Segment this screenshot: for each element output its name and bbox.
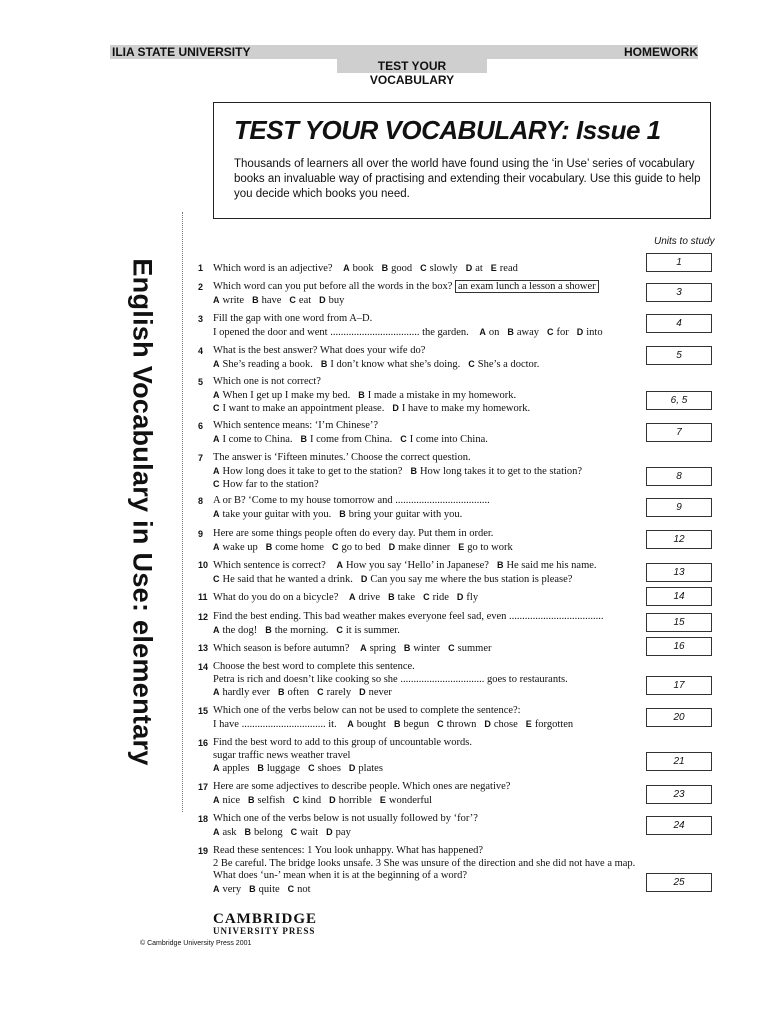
question-number: 10 [198,560,209,570]
question-text: What is the best answer? What does your wife do? [213,345,426,356]
question-text: 2 Be careful. The bridge looks unsafe. 3 She was unsure of the direction and she did not have a map. [213,857,636,869]
option-text: make dinner [398,541,451,553]
question-text: Petra is rich and doesn’t like cooking so she ................................ goes to restaurants. [213,673,568,685]
unit-box: 25 [646,873,712,892]
option-letter: C [336,624,343,635]
option-text: bring your guitar with you. [348,508,463,520]
option-letter: B [358,389,365,400]
option-letter: B [300,433,307,444]
question-number: 13 [198,643,209,653]
question-line [213,326,603,340]
question-text: Here are some things people often do every day. Put them in order. [213,528,494,539]
option-text: summer [457,643,492,654]
option-letter: B [388,592,395,602]
question-text: Fill the gap with one word from A–D. [213,313,373,324]
header-bar [110,45,698,59]
option-letter: B [339,508,346,519]
unit-box: 24 [646,816,712,835]
option-letter: C [317,687,324,697]
question-line [213,750,472,763]
option-text: good [391,263,413,274]
question-text: I opened the door and went .................................. the garden. [213,326,469,338]
option-letter: E [379,794,386,805]
question-text: Here are some adjectives to describe people. Which ones are negative? [213,781,511,792]
question-line [213,528,513,541]
units-heading: Units to study [654,236,715,247]
option-letter: A [213,358,220,369]
option-letter: C [289,294,296,305]
question-number: 19 [198,846,209,856]
unit-box: 15 [646,613,712,632]
option-text: She’s reading a book. [222,358,313,370]
unit-box: 17 [646,676,712,695]
option-text: pay [335,826,351,838]
unit-box: 3 [646,283,712,302]
question-line [213,870,635,883]
option-letter: D [484,718,491,729]
option-letter: C [400,433,407,444]
option-letter: A [213,433,220,444]
option-letter: D [348,763,356,773]
question-line [213,813,478,826]
option-text: at [475,263,483,274]
intro-title: TEST YOUR VOCABULARY: Issue 1 [234,115,661,145]
option-text: ask [222,826,237,838]
option-letter: B [278,687,285,697]
option-text: He said that he wanted a drink. [222,573,353,585]
publisher-logo [213,911,317,936]
question-text: Which one of the verbs below is not usually followed by ‘for’? [213,813,478,824]
option-text: the dog! [222,624,258,636]
option-letter: D [576,326,584,337]
option-text: How long takes it to get to the station? [419,465,583,477]
question-line [213,718,573,732]
option-text: wake up [222,541,258,553]
question-text: sugar traffic news weather travel [213,749,351,761]
option-text: quite [258,883,280,895]
unit-box: 8 [646,467,712,486]
option-letter: B [381,263,389,273]
question-line [213,294,599,308]
option-text: take your guitar with you. [222,508,332,520]
option-letter: B [252,294,259,305]
question-text: Which word is an adjective? [213,263,333,274]
question-line [213,686,568,700]
question-item [198,420,488,446]
option-text: How far to the station? [222,479,319,490]
question-text: Which one is not correct? [213,376,321,387]
option-letter: A [336,560,343,570]
question-number: 9 [198,529,204,539]
option-letter: E [458,541,465,552]
unit-box: 6, 5 [646,391,712,410]
question-number: 12 [198,612,209,622]
question-line [213,478,582,492]
option-letter: D [392,403,399,413]
question-text: The answer is ‘Fifteen minutes.’ Choose the correct question. [213,452,471,463]
unit-box: 23 [646,785,712,804]
option-letter: A [347,718,354,729]
option-letter: B [410,465,417,476]
option-text: When I get up I make my bed. [222,389,351,401]
option-text: away [516,326,540,338]
question-text: Find the best word to add to this group of uncountable words. [213,737,472,748]
question-number: 11 [198,592,208,602]
question-line [213,465,582,479]
option-text: He said me his name. [506,560,597,571]
option-letter: D [465,263,473,273]
option-letter: A [360,643,367,653]
question-item [198,845,635,896]
homework-label: HOMEWORK [624,45,698,59]
question-line [213,845,635,858]
option-letter: C [420,263,427,273]
option-text: Can you say me where the bus station is please? [370,573,573,585]
option-letter: C [423,592,430,602]
option-text: How you say ‘Hello’ in Japanese? [345,560,489,571]
option-letter: C [448,643,455,653]
option-letter: B [320,358,328,369]
question-number: 15 [198,706,209,716]
question-number: 7 [198,453,204,463]
intro-text: Thousands of learners all over the world have found using the ‘in Use’ series of vocabulary books an invaluable way of practising and extending their vocabulary. Use this guide to help you decide which books you need. [234,158,701,200]
option-text: buy [328,294,345,306]
option-letter: B [265,624,272,635]
option-text: for [556,326,569,338]
option-letter: D [388,541,396,552]
question-text: Which one of the verbs below can not be used to complete the sentence?: [213,705,521,716]
publisher-sub: UNIVERSITY PRESS [213,926,316,936]
option-letter: B [393,718,401,729]
question-number: 16 [198,738,209,748]
option-text: shoes [317,763,341,774]
question-item [198,642,492,656]
option-letter: E [490,263,497,273]
option-text: I want to make an appointment please. [222,403,385,414]
question-item [198,611,604,637]
option-letter: A [213,794,220,805]
option-letter: A [213,883,220,894]
unit-box: 7 [646,423,712,442]
unit-box: 9 [646,498,712,517]
option-text: have [261,294,282,306]
option-letter: D [319,294,326,305]
unit-box: 21 [646,752,712,771]
question-line [213,508,490,522]
option-text: luggage [266,763,301,774]
question-number: 4 [198,346,204,356]
publisher-name: CAMBRIDGE [213,911,318,927]
copyright: © Cambridge University Press 2001 [140,940,252,947]
option-text: go to work [467,541,513,553]
question-line [213,705,573,718]
option-text: slowly [429,263,458,274]
question-number: 3 [198,314,204,324]
question-line [213,559,597,573]
option-letter: B [265,541,273,552]
option-text: read [499,263,518,274]
question-line [213,624,604,638]
option-letter: C [290,826,298,837]
unit-box: 12 [646,530,712,549]
option-letter: A [213,465,220,476]
option-letter: D [360,573,368,584]
question-line [213,737,472,750]
option-text: very [222,883,242,895]
option-letter: A [213,294,220,305]
option-letter: D [456,592,464,602]
question-item [198,281,599,307]
intro-box [213,102,711,219]
option-letter: B [496,560,504,570]
option-text: forgotten [534,718,574,730]
option-text: on [488,326,500,338]
option-text: selfish [257,794,285,806]
question-line [213,541,513,555]
option-text: the morning. [274,624,329,636]
question-line [213,358,539,372]
question-text: Which word can you put before all the words in the box? [213,281,453,292]
word-box: an exam lunch a lesson a shower [455,280,599,293]
option-letter: A [213,687,220,697]
option-text: rarely [326,687,352,698]
option-text: kind [302,794,322,806]
option-letter: B [257,763,264,773]
question-line [213,420,488,433]
unit-box: 14 [646,587,712,606]
unit-box: 5 [646,346,712,365]
option-text: She’s a doctor. [477,358,540,370]
spine-title-container [118,232,166,792]
option-text: often [287,687,310,698]
option-letter: B [403,643,411,653]
option-text: belong [254,826,283,838]
question-line [213,495,490,508]
question-number: 14 [198,662,209,672]
option-text: not [297,883,311,895]
option-letter: C [308,763,315,773]
question-number: 8 [198,496,204,506]
option-text: thrown [446,718,477,730]
unit-box: 4 [646,314,712,333]
question-line [213,794,510,808]
option-text: I come to China. [222,433,293,445]
option-letter: C [292,794,300,805]
option-text: I have to make my homework. [401,403,531,414]
question-line [213,762,472,776]
question-line [213,573,597,587]
question-line [213,674,568,687]
question-line [213,781,510,794]
option-letter: B [249,883,256,894]
option-text: I come into China. [409,433,488,445]
option-text: ride [432,592,449,603]
question-line [213,661,568,674]
option-letter: A [213,624,220,635]
option-letter: E [525,718,532,729]
question-item [198,528,513,554]
question-item [198,345,539,371]
question-item [198,591,478,605]
unit-box: 1 [646,253,712,272]
question-line [213,281,599,294]
dotted-divider [182,212,183,812]
question-item [198,376,530,416]
question-text: What does ‘un-’ mean when it is at the beginning of a word? [213,870,468,881]
option-text: into [586,326,603,338]
question-line [213,883,635,897]
question-item [198,781,510,807]
option-letter: C [213,573,220,584]
option-text: write [222,294,245,306]
option-text: never [368,687,392,698]
question-number: 17 [198,782,209,792]
question-line [213,591,478,605]
header-subtitle: TEST YOUR VOCABULARY [337,59,487,73]
option-letter: C [213,479,220,489]
question-text: Which season is before autumn? [213,643,350,654]
option-letter: A [349,592,356,602]
option-text: I come from China. [309,433,393,445]
option-text: book [352,263,374,274]
question-text: Which sentence is correct? [213,560,326,571]
question-line [213,313,603,326]
option-text: take [397,592,416,603]
question-item [198,661,568,700]
question-text: Which sentence means: ‘I’m Chinese’? [213,420,379,431]
question-text: Choose the best word to complete this sentence. [213,661,415,672]
option-letter: C [331,541,339,552]
option-text: wonderful [388,794,433,806]
option-letter: A [479,326,486,337]
option-letter: C [437,718,444,729]
option-letter: C [213,403,220,413]
question-item [198,452,582,492]
question-line [213,376,530,389]
question-line [213,433,488,447]
option-text: it is summer. [345,624,400,636]
question-number: 18 [198,814,209,824]
question-text: What do you do on a bicycle? [213,592,339,603]
option-text: How long does it take to get to the station? [222,465,403,477]
unit-box: 16 [646,637,712,656]
option-text: nice [222,794,240,806]
option-letter: A [213,389,220,400]
option-letter: A [213,508,220,519]
option-letter: D [329,794,336,805]
question-item [198,495,490,521]
question-item [198,705,573,731]
question-text: A or B? ‘Come to my house tomorrow and .................................... [213,495,490,506]
option-letter: A [213,763,220,773]
question-item [198,737,472,776]
option-letter: B [248,794,255,805]
question-line [213,262,518,276]
question-text: Find the best ending. This bad weather makes everyone feel sad, even .................................... [213,611,604,622]
question-number: 1 [198,263,204,273]
unit-box: 13 [646,563,712,582]
option-text: spring [369,643,396,654]
option-letter: D [359,687,366,697]
option-text: eat [298,294,312,306]
option-text: go to bed [341,541,381,553]
option-text: fly [466,592,479,603]
option-letter: C [547,326,554,337]
option-text: begun [403,718,430,730]
question-line [213,452,582,465]
question-number: 2 [198,282,204,292]
option-text: I don’t know what she’s doing. [330,358,461,370]
spine-title: English Vocabulary in Use: elementary [127,258,158,766]
question-item [198,813,478,839]
option-text: I made a mistake in my homework. [367,389,517,401]
option-text: drive [358,592,381,603]
option-letter: B [507,326,514,337]
question-line [213,826,478,840]
option-text: wait [300,826,319,838]
option-text: horrible [338,794,372,806]
question-item [198,262,518,276]
question-line [213,642,492,656]
question-number: 6 [198,421,204,431]
question-text: Read these sentences: 1 You look unhappy. What has happened? [213,845,484,856]
option-text: chose [493,718,518,730]
option-letter: B [244,826,251,837]
option-text: hardly ever [222,687,271,698]
option-text: come home [275,541,324,553]
question-item [198,559,597,586]
option-letter: D [326,826,333,837]
unit-box: 20 [646,708,712,727]
option-letter: A [213,541,220,552]
option-text: bought [356,718,386,730]
question-line [213,389,530,403]
question-line [213,858,635,871]
question-item [198,313,603,339]
question-line [213,345,539,358]
option-text: plates [358,763,383,774]
university-name: ILIA STATE UNIVERSITY [112,45,251,59]
option-text: winter [413,643,441,654]
question-text: I have ................................ it. [213,718,337,730]
option-letter: A [343,263,350,273]
option-letter: C [287,883,295,894]
question-number: 5 [198,377,204,387]
option-letter: C [468,358,475,369]
question-line [213,402,530,416]
question-line [213,611,604,624]
option-text: apples [222,763,250,774]
option-letter: A [213,826,220,837]
